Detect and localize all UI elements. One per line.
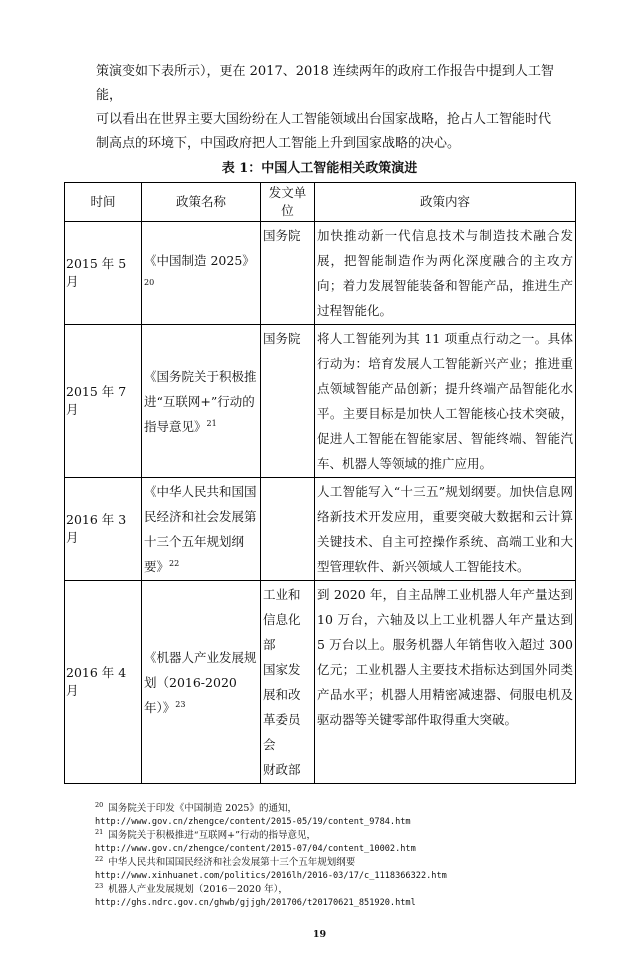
table-row (65, 325, 576, 478)
cell-issuing-unit: 国务院 (261, 325, 315, 478)
footnote-title: 国务院关于积极推进“互联网+”行动的指导意见， (108, 830, 316, 841)
footnote-number: 23 (95, 881, 104, 890)
footnote-ref[interactable]: 20 (144, 277, 155, 287)
page-number: 19 (312, 929, 327, 940)
cell-time: 2015 年 7 月 (65, 325, 142, 478)
header-policy-name: 政策名称 (142, 183, 261, 222)
footnote-url[interactable]: http://ghs.ndrc.gov.cn/ghwb/gjjgh/201706/t20170621_851920.html (95, 897, 416, 908)
cell-issuing-unit (261, 478, 315, 581)
paragraph-line: 策演变如下表所示），更在 2017、2018 连续两年的政府工作报告中提到人工智能， (96, 64, 554, 103)
footnote-title: 国务院关于印发《中国制造 2025》的通知， (108, 803, 297, 814)
footnote-number: 22 (95, 854, 104, 863)
table-row (65, 581, 576, 784)
cell-policy-name (142, 222, 261, 325)
body-paragraph (96, 60, 576, 156)
table-caption: 表 1：中国人工智能相关政策演进 (221, 161, 418, 176)
header-policy-content: 政策内容 (315, 183, 576, 222)
footnote-number: 21 (95, 827, 104, 836)
footnote-ref[interactable]: 22 (169, 558, 180, 568)
footnote-title: 机器人产业发展规划（2016－2020 年）， (108, 884, 288, 895)
cell-policy-name (142, 325, 261, 478)
footnote-url[interactable]: http://www.gov.cn/zhengce/content/2015-05/19/content_9784.htm (95, 816, 411, 827)
policy-table (64, 182, 576, 784)
footnote-ref[interactable]: 21 (206, 418, 217, 428)
footnote-title: 中华人民共和国国民经济和社会发展第十三个五年规划纲要 (108, 857, 356, 868)
footnote (95, 883, 575, 897)
cell-issuing-unit (261, 581, 315, 784)
paragraph-line: 制高点的环境下，中国政府把人工智能上升到国家战略的决心。 (96, 136, 461, 151)
cell-policy-name (142, 581, 261, 784)
footnote-url[interactable]: http://www.xinhuanet.com/politics/2016lh/2016-03/17/c_1118366322.htm (95, 870, 447, 881)
cell-policy-content: 将人工智能列为其 11 项重点行动之一。具体行动为：培育发展人工智能新兴产业；推进重点领域智能产品创新；提升终端产品智能化水平。主要目标是加快人工智能核心技术突破，促进人工智能在智能家居、智能终端、智能汽车、机器人等领域的推广应用。 (315, 325, 576, 478)
footnotes (95, 802, 575, 910)
cell-time: 2015 年 5 月 (65, 222, 142, 325)
table-row (65, 222, 576, 325)
policy-name-text: 《中国制造 2025》 (144, 253, 255, 268)
paragraph-line: 可以看出在世界主要大国纷纷在人工智能领域出台国家战略，抢占人工智能时代 (96, 112, 552, 127)
table-row (65, 478, 576, 581)
issuing-unit-line: 国家发展和改革委员会 (263, 662, 301, 752)
cell-policy-content: 加快推动新一代信息技术与制造技术融合发展，把智能制造作为两化深度融合的主攻方向；着力发展智能装备和智能产品，推进生产过程智能化。 (315, 222, 576, 325)
cell-policy-content: 人工智能写入“十三五”规划纲要。加快信息网络新技术开发应用，重要突破大数据和云计算关键技术、自主可控操作系统、高端工业和大型管理软件、新兴领域人工智能技术。 (315, 478, 576, 581)
cell-time: 2016 年 4 月 (65, 581, 142, 784)
header-time: 时间 (65, 183, 142, 222)
cell-issuing-unit: 国务院 (261, 222, 315, 325)
footnote-url[interactable]: http://www.gov.cn/zhengce/content/2015-07/04/content_10002.htm (95, 843, 416, 854)
footnote (95, 829, 575, 843)
cell-policy-name (142, 478, 261, 581)
footnote (95, 856, 575, 870)
policy-name-text: 《机器人产业发展规划（2016-2020 年）》 (144, 649, 257, 715)
issuing-unit-line: 财政部 (263, 762, 301, 777)
policy-name-text: 《中华人民共和国国民经济和社会发展第十三个五年规划纲要》 (144, 484, 257, 574)
footnote (95, 802, 575, 816)
table-header-row (65, 183, 576, 222)
footnote-number: 20 (95, 800, 104, 809)
cell-time: 2016 年 3 月 (65, 478, 142, 581)
header-issuing-unit: 发文单位 (261, 183, 315, 222)
footnote-ref[interactable]: 23 (175, 699, 186, 709)
issuing-unit-line: 工业和信息化部 (263, 587, 301, 652)
cell-policy-content: 到 2020 年，自主品牌工业机器人年产量达到 10 万台，六轴及以上工业机器人年产量达到 5 万台以上。服务机器人年销售收入超过 300 亿元；工业机器人主要技术指标达到国外同类产品水平；机器人用精密减速器、伺服电机及驱动器等关键零部件取得重大突破。 (315, 581, 576, 784)
policy-name-text: 《国务院关于积极推进“互联网+”行动的指导意见》 (144, 368, 257, 434)
